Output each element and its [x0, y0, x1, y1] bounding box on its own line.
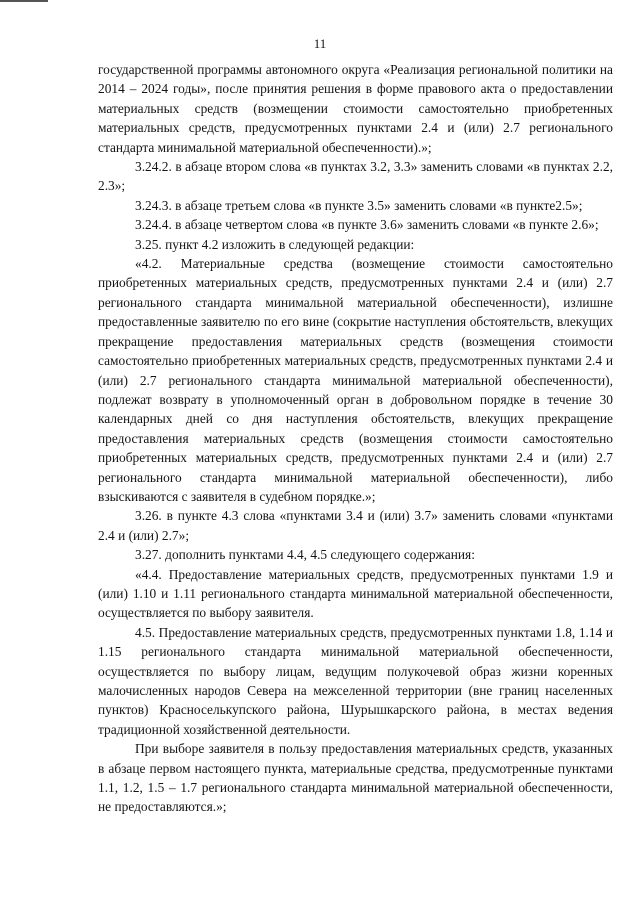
- scan-corner-mark: [0, 0, 48, 2]
- paragraph-3-26: 3.26. в пункте 4.3 слова «пунктами 3.4 и (или) 3.7» заменить словами «пунктами 2.4 и (или) 2.7»;: [98, 508, 613, 543]
- paragraph-4-5-choice: При выборе заявителя в пользу предоставления материальных средств, указанных в абзаце первом настоящего пункта, материальные средства, предусмотренные пунктами 1.1, 1.2, 1.5 – 1.7 регионального стандарта минимальной материальной обеспеченности, не предоставляются.»;: [98, 741, 613, 815]
- paragraph-4-4: «4.4. Предоставление материальных средств, предусмотренных пунктами 1.9 и (или) 1.10 и 1.11 регионального стандарта минимальной материальной обеспеченности, осуществляется по выбору заявителя.: [98, 566, 613, 621]
- paragraph-3-24-2: 3.24.2. в абзаце втором слова «в пунктах 3.2, 3.3» заменить словами «в пунктах 2.2, 2.3»;: [98, 159, 613, 194]
- document-body: [98, 60, 613, 817]
- paragraph-4-5: 4.5. Предоставление материальных средств, предусмотренных пунктами 1.8, 1.14 и 1.15 регионального стандарта минимальной материальной обеспеченности, осуществляется по выбору лицам, ведущим полукочевой образ жизни коренных малочисленных народов Севера на межселенной территории (вне границ населенных пунктов) Красноселькупского района, Шурышкарского района, в местах ведения традиционной хозяйственной деятельности.: [98, 624, 613, 737]
- paragraph-3-24-3: 3.24.3. в абзаце третьем слова «в пункте 3.5» заменить словами «в пункте2.5»;: [135, 197, 583, 213]
- paragraph-3-24-4: 3.24.4. в абзаце четвертом слова «в пункте 3.6» заменить словами «в пункте 2.6»;: [135, 217, 599, 233]
- paragraph-4-2: «4.2. Материальные средства (возмещение стоимости самостоятельно приобретенных материальных средств, предусмотренных пунктами 2.4 и (или) 2.7 регионального стандарта минимальной материальной обеспеченности), излишне предоставленные заявителю по его вине (сокрытие наступления обстоятельств, влекущих прекращение предоставления материальных средств (возмещения стоимости самостоятельно приобретенных материальных средств, предусмотренных пунктами 2.4 и (или) 2.7 регионального стандарта минимальной материальной обеспеченности), подлежат возврату в уполномоченный орган в добровольном порядке в течение 30 календарных дней со дня наступления обстоятельств, влекущих прекращение предоставления материальных средств (возмещения стоимости самостоятельно приобретенных материальных средств, предусмотренных пунктами 2.4 и (или) 2.7 регионального стандарта минимальной материальной обеспеченности), либо взыскиваются с заявителя в судебном порядке.»;: [98, 256, 613, 504]
- page-number: 11: [313, 36, 327, 51]
- paragraph-3-25: 3.25. пункт 4.2 изложить в следующей редакции:: [135, 236, 415, 252]
- paragraph-3-27: 3.27. дополнить пунктами 4.4, 4.5 следующего содержания:: [135, 547, 475, 563]
- paragraph-1: государственной программы автономного округа «Реализация региональной политики на 2014 – 2024 годы», после принятия решения в форме правового акта о предоставлении материальных средств (возмещении стоимости самостоятельно приобретенных материальных средств, предусмотренных пунктами 2.4 и (или) 2.7 регионального стандарта минимальной материальной обеспеченности).»;: [98, 62, 613, 155]
